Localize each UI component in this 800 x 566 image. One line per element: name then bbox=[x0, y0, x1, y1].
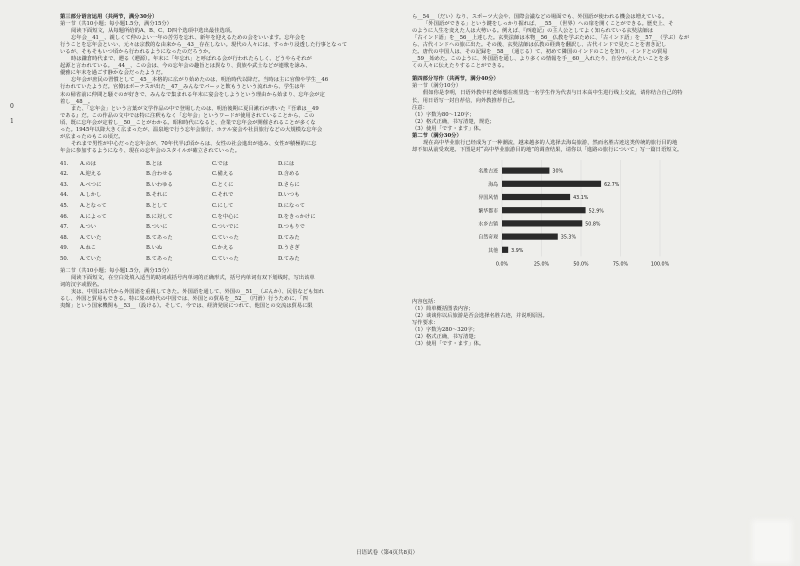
value-label: 3.9% bbox=[511, 248, 524, 254]
value-label: 30% bbox=[552, 169, 564, 175]
section-heading: 第三部分语言运用（共两节，满分30分） bbox=[60, 14, 158, 20]
text-line: 假如你是李明，日语外教中村老师想在班里选一名学生作为代表与日本高中生进行线上交流，请你结合自己的特 bbox=[423, 90, 683, 97]
option-choice: A.迎える bbox=[80, 171, 102, 178]
option-choice: B.てあった bbox=[146, 256, 173, 263]
text-line: のように人生を変えた人は大勢いる。例えば、『西遊記』の主人公としてよく知られている玄奘法師は bbox=[412, 28, 654, 35]
bar bbox=[502, 233, 558, 239]
text-line: くの人々に伝えたりすることができる。 bbox=[412, 63, 508, 70]
option-choice: D.になって bbox=[278, 203, 305, 210]
option-choice: C.かえる bbox=[212, 245, 234, 252]
text-line: った。1945年以降大きく広まったが、温泉地で行う忘年会旅行、ホテル宴会や社員旅行などの大規模な忘年会 bbox=[60, 126, 323, 133]
text-line: 忘年会__41__、親しくて仲のよい一年の苦労を忘れ、新年を迎えるための会をいいます。忘年会を bbox=[71, 35, 306, 42]
text-line: 優雅に年末を過ごす静かな会だったようだ。 bbox=[60, 70, 166, 77]
left-column bbox=[60, 14, 390, 310]
text-line: それまで男性が中心だった忘年会が、70年代半ば頃からは、女性の社会進出が進み、女性が積極的に忘 bbox=[71, 140, 317, 147]
text-line: ら、古代インドへの旅に出た。その後、玄奘法師は仏教の経典を翻訳し、古代インドで見たことを書き記し bbox=[412, 42, 667, 49]
text-line: 阅读下面短文，从每题所给的A、B、C、D四个选项中选出最佳选项。 bbox=[71, 28, 236, 35]
option-choice: B.それに bbox=[146, 192, 168, 199]
text-line: 忘年会が庶民の習慣として__45__本格的に広がり始めたのは、明治時代以降だ。当時は主に官僚や学生__46 bbox=[71, 77, 329, 84]
option-choice: D.には bbox=[278, 160, 295, 167]
option-row bbox=[60, 191, 390, 202]
option-choice: B.に対して bbox=[146, 213, 173, 220]
option-choice: A.ねこ bbox=[80, 245, 97, 252]
cloze-passage bbox=[60, 14, 390, 155]
option-choice: C.ついでに bbox=[212, 224, 239, 231]
right-column bbox=[412, 14, 742, 348]
option-choice: D.さらに bbox=[278, 181, 300, 188]
text-line: 夷館」という国家機関も__53__（設ける）。そして、今では、経済発展につれて、他国との交流は貿易に限 bbox=[60, 303, 313, 310]
text-line: 時は鎌倉時代まで、遡る（遡源）。年末に「年忘れ」と呼ばれる会が行われたらしく、どうやらそれが bbox=[71, 56, 312, 63]
fill-in-passage bbox=[60, 268, 390, 310]
text-line: 行われていたようだ。官僚はボーナスが出た__47__みんなでパーッと飲もうという流れから、学生は年 bbox=[60, 84, 305, 91]
text-line: 却不如从前受欢迎。下图是对“高中毕业旅游目的地”的调查结果，请你以「進路の旅行について」写一篇日语短文。 bbox=[412, 146, 683, 153]
option-choice: C.備える bbox=[212, 171, 234, 178]
answer-options bbox=[60, 159, 390, 265]
text-line: 现在高中毕业旅行已经成为了一种潮流，越来越多的人选择去海岛旅游，然而名胜古迹这类传统的旅行目的地 bbox=[423, 139, 678, 146]
text-line: 「外国語ができる」という鍵をしっかり握れば、__55__（世界）への扉を開くことができる。歴史上、そ bbox=[423, 21, 674, 28]
option-row bbox=[60, 233, 390, 244]
category-label: 其他 bbox=[488, 247, 498, 254]
option-choice: D.をきっかけに bbox=[278, 213, 316, 220]
option-choice: A.ていた bbox=[80, 256, 102, 263]
option-row bbox=[60, 254, 390, 265]
text-line: （2）格式正确，书写清楚，规范； bbox=[412, 118, 495, 125]
option-row bbox=[60, 180, 390, 191]
option-choice: D.てみた bbox=[278, 234, 300, 241]
option-choice: D.含める bbox=[278, 171, 300, 178]
question-number: 47. bbox=[60, 224, 69, 231]
option-choice: C.とくに bbox=[212, 181, 234, 188]
question-number: 50. bbox=[60, 256, 69, 263]
text-line: 頃、既に忘年会が定着し__50__ことがわかる。昭和時代になると、企業で忘年会が開催されることが多くな bbox=[60, 119, 316, 126]
text-line: 长，用日语写一封自荐信，向外教推荐自己。 bbox=[412, 97, 518, 104]
category-label: 繁华都市 bbox=[478, 208, 498, 215]
text-line: 「古インド語」を__56__上達した。玄奘法師は本物__56__仏教を学ぶために、「古インド語」を__57__（学ぶ）なが bbox=[412, 35, 690, 42]
text-line: である』だ。この作品の文中では特に注釈もなく「忘年会」というワードが使用されていることから、この bbox=[60, 112, 315, 119]
option-choice: B.いぬ bbox=[146, 245, 163, 252]
option-row bbox=[60, 170, 390, 181]
text-line: （2）格式正确，书写清楚； bbox=[412, 334, 479, 341]
text-line: が広まったのもこの頃だ。 bbox=[60, 133, 124, 140]
option-choice: D.つもりで bbox=[278, 224, 305, 231]
x-tick-label: 25.0% bbox=[533, 262, 550, 268]
text-line: 着し__48__。 bbox=[60, 98, 94, 105]
option-choice: D.てみた bbox=[278, 256, 300, 263]
text-line: 阅读下面短文，在空白处填入适当的助词或括号内单词的正确形式，括号内单词有双下划线时，写出该单 bbox=[71, 274, 315, 281]
text-line: 年会に参加するようになり、現在の忘年会のスタイルが確立されていった。 bbox=[60, 147, 240, 154]
fill-in-passage-continued bbox=[412, 14, 742, 70]
text-line: （2）谈谈你以后旅游是否会选择名胜古迹，并说明原因。 bbox=[412, 313, 548, 320]
bar bbox=[502, 220, 582, 226]
text-line: た。唐代の中国人は、その記録を__58__（通じる）て、初めて隣国のインドのことを知り、インドとの貿易 bbox=[412, 49, 668, 56]
option-choice: D.いつも bbox=[278, 192, 300, 199]
text-line: 词的汉字或假名。 bbox=[60, 281, 103, 288]
option-choice: A.ていた bbox=[80, 234, 102, 241]
value-label: 62.7% bbox=[604, 182, 620, 188]
text-line: （3）使用「です・ます」体。 bbox=[412, 341, 485, 348]
category-label: 自然奇观 bbox=[478, 234, 498, 241]
margin-mark: 1 bbox=[10, 118, 14, 125]
option-row bbox=[60, 159, 390, 170]
question-number: 45. bbox=[60, 203, 69, 210]
option-choice: B.合わせる bbox=[146, 171, 173, 178]
option-choice: B.ついに bbox=[146, 224, 168, 231]
value-label: 35.3% bbox=[560, 235, 577, 241]
text-line: __59__始めた。このように、外国語を通し、より多くの情報を手__60__入れたり、自分が伝えたいことを多 bbox=[412, 56, 670, 63]
option-choice: A.のは bbox=[80, 160, 97, 167]
value-label: 43.1% bbox=[573, 195, 589, 201]
bar bbox=[502, 194, 570, 200]
page-footer: 日语试卷（第4页共8页） bbox=[356, 550, 418, 556]
option-row bbox=[60, 244, 390, 255]
option-choice: A.しかし bbox=[80, 192, 102, 199]
text-line: 第一节（满分10分） bbox=[412, 83, 462, 90]
category-label: 名胜古迹 bbox=[478, 168, 498, 175]
x-tick-label: 75.0% bbox=[612, 262, 629, 268]
option-choice: A.となって bbox=[80, 203, 107, 210]
option-choice: A.べつに bbox=[80, 181, 102, 188]
option-row bbox=[60, 223, 390, 234]
bar bbox=[502, 167, 549, 173]
option-choice: B.として bbox=[146, 203, 168, 210]
text-line: るし、外国と貿易もできる。特に果の時代の中国では、外国との貿易を__52__（円滑）行うために、「四 bbox=[60, 296, 308, 303]
text-line: （1）简单概括图表内容； bbox=[412, 305, 474, 312]
text-line: また、「忘年会」という言葉が文学作品の中で登場したのは、明治後期に夏目漱石が書いた『吾輩は__49 bbox=[71, 105, 319, 112]
category-label: 异国风情 bbox=[478, 194, 498, 201]
writing-section bbox=[412, 76, 742, 154]
question-number: 49. bbox=[60, 245, 69, 252]
survey-bar-chart bbox=[412, 154, 742, 296]
option-choice: C.にして bbox=[212, 203, 234, 210]
option-choice: A.つい bbox=[80, 224, 97, 231]
text-line: （1）字数为280～320字； bbox=[412, 327, 478, 334]
bar bbox=[502, 207, 586, 213]
option-choice: C.ていった bbox=[212, 256, 239, 263]
option-choice: C.を中心に bbox=[212, 213, 239, 220]
text-line: 末の帰省前に仲間と騒ぐのが好きで、みんなで集まれる年末に宴会をしようという理由から始まり、忘年会が定 bbox=[60, 91, 325, 98]
x-tick-label: 50.0% bbox=[573, 262, 589, 268]
option-row bbox=[60, 201, 390, 212]
text-line: 起源と言われている。__44__、この会は、今の忘年会の趣旨とは異なり、貴族や武士などが連歌を詠み、 bbox=[60, 63, 311, 70]
option-choice: B.いわゆる bbox=[146, 181, 173, 188]
margin-mark: 0 bbox=[10, 103, 14, 110]
option-row bbox=[60, 212, 390, 223]
section-heading: 第二节（满分30分） bbox=[412, 132, 462, 139]
option-choice: C.では bbox=[212, 160, 229, 167]
bar bbox=[502, 247, 508, 253]
option-choice: B.てあった bbox=[146, 234, 173, 241]
text-line: （1）字数为80～120字； bbox=[412, 111, 475, 118]
option-choice: A.によって bbox=[80, 213, 107, 220]
question-number: 43. bbox=[60, 181, 69, 188]
text-line: 行うことを忘年会といい、元々は宗教的な由来から__43__存在しない。現代の人々には、すっかり浸透した行事となって bbox=[60, 42, 348, 49]
writing-requirements bbox=[412, 299, 742, 348]
option-choice: C.ていった bbox=[212, 234, 239, 241]
question-number: 48. bbox=[60, 234, 69, 241]
option-choice: C.それで bbox=[212, 192, 234, 199]
value-label: 50.8% bbox=[585, 222, 601, 228]
question-number: 44. bbox=[60, 192, 69, 199]
text-line: 第一节（共10小题；每小题1.5分，满分15分） bbox=[60, 21, 172, 28]
category-label: 海岛 bbox=[488, 181, 498, 188]
value-label: 52.9% bbox=[588, 209, 604, 215]
text-line: 写作要求： bbox=[412, 320, 439, 327]
text-line: いるが、そもそもいつ頃から行われるようになったのだろうか。 bbox=[60, 49, 214, 56]
text-line: （3）使用「です・ます」体。 bbox=[412, 125, 485, 132]
text-line: 注意： bbox=[412, 104, 428, 111]
section-heading: 第四部分写作（共两节，满分40分） bbox=[412, 76, 499, 83]
text-line: 実は、中国は古代から外国語を重視してきた。外国語を通して、外国の__51__（ぶんか）、民俗なども知れ bbox=[71, 289, 324, 296]
question-number: 41. bbox=[60, 160, 69, 167]
text-line: 第二节（共10小题；每小题1.5分，满分15分） bbox=[60, 267, 172, 274]
question-number: 46. bbox=[60, 213, 69, 220]
bar bbox=[502, 181, 601, 187]
text-line: 内容包括： bbox=[412, 298, 439, 305]
option-choice: B.とは bbox=[146, 160, 163, 167]
x-tick-label: 100.0% bbox=[650, 262, 670, 268]
text-line: ら__54__（だい）なり、スポーツ大会や、国際会議などの場面でも、外国語が使われる機会は増えている。 bbox=[412, 14, 668, 20]
x-tick-label: 0.0% bbox=[495, 262, 509, 268]
question-number: 42. bbox=[60, 171, 69, 178]
option-choice: D.うさぎ bbox=[278, 245, 300, 252]
category-label: 水乡古镇 bbox=[478, 221, 498, 228]
